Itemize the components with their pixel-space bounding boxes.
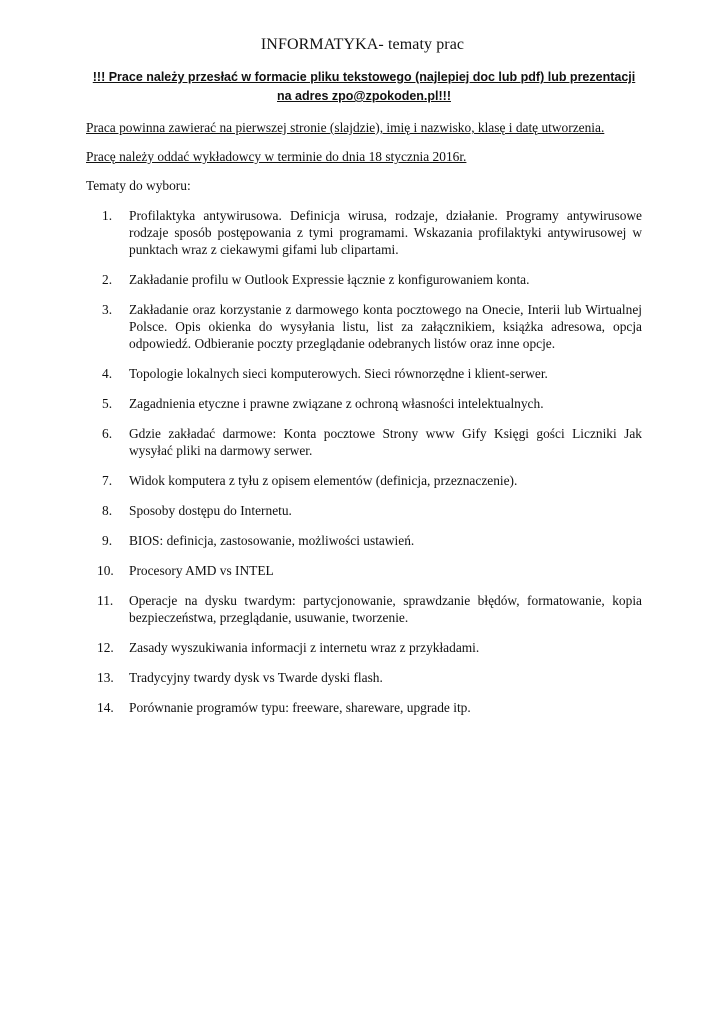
page-title-rest: - tematy prac: [378, 36, 465, 53]
topic-text: Zakładanie oraz korzystanie z darmowego konta pocztowego na Onecie, Interii lub Wirtualnej Polsce. Opis okienka do wysyłania listu, list za załącznikiem, książka adresowa, opcja odpowiedź. Odbieranie poczty przeglądanie odebranych listów oraz inne opcje.: [129, 302, 642, 351]
topic-number: 11.: [97, 593, 114, 608]
requirements-paragraph: Praca powinna zawierać na pierwszej stronie (slajdzie), imię i nazwisko, klasę i datę utworzenia.: [86, 120, 605, 135]
topic-text: Profilaktyka antywirusowa. Definicja wirusa, rodzaje, działanie. Programy antywirusowe rodzaje sposób postępowania z tymi programami. Wskazania profilaktyki antywirusowej w punktach wraz z ciekawymi gifami lub clipartami.: [129, 208, 642, 257]
topic-text: Porównanie programów typu: freeware, shareware, upgrade itp.: [129, 700, 471, 715]
topic-item: [86, 502, 642, 519]
topic-number: 1.: [102, 208, 113, 223]
topic-text: Zagadnienia etyczne i prawne związane z ochroną własności intelektualnych.: [129, 396, 544, 411]
topic-text: Widok komputera z tyłu z opisem elementów (definicja, przeznaczenie).: [129, 473, 518, 488]
topic-item: [86, 207, 642, 258]
topic-text: Zasady wyszukiwania informacji z internetu wraz z przykładami.: [129, 640, 480, 655]
topic-item: [86, 532, 642, 549]
topic-number: 6.: [102, 426, 113, 441]
topic-number: 4.: [102, 366, 113, 381]
topic-text: Topologie lokalnych sieci komputerowych. Sieci równorzędne i klient-serwer.: [129, 366, 548, 381]
topic-text: Sposoby dostępu do Internetu.: [129, 503, 292, 518]
topic-number: 3.: [102, 302, 113, 317]
topic-item: [86, 472, 642, 489]
topic-item: [86, 271, 642, 288]
topic-number: 5.: [102, 396, 113, 411]
topic-number: 13.: [97, 670, 114, 685]
topic-item: [86, 592, 642, 626]
topic-number: 14.: [97, 700, 114, 715]
topics-list: [86, 207, 642, 729]
topic-item: [86, 425, 642, 459]
topic-text: Zakładanie profilu w Outlook Expressie łącznie z konfigurowaniem konta.: [129, 272, 530, 287]
topic-text: BIOS: definicja, zastosowanie, możliwości ustawień.: [129, 533, 415, 548]
topics-heading: Tematy do wyboru:: [86, 178, 191, 193]
page-title-main: INFORMATYKA: [260, 36, 379, 53]
topic-item: [86, 562, 642, 579]
topic-item: [86, 639, 642, 656]
topic-item: [86, 365, 642, 382]
topic-number: 7.: [102, 473, 113, 488]
topic-number: 12.: [97, 640, 114, 655]
topic-text: Operacje na dysku twardym: partycjonowanie, sprawdzanie błędów, formatowanie, kopia bezpieczeństwa, przeglądanie, usuwanie, tworzenie.: [129, 593, 642, 625]
topic-item: [86, 669, 642, 686]
submission-notice: !!! Prace należy przesłać w formacie pliku tekstowego (najlepiej doc lub pdf) lub prezentacji na adres zpo@zpokoden.pl!!!: [92, 70, 636, 103]
topic-text: Tradycyjny twardy dysk vs Twarde dyski flash.: [129, 670, 383, 685]
topic-item: [86, 699, 642, 716]
topic-number: 8.: [102, 503, 113, 518]
topic-item: [86, 301, 642, 352]
deadline-paragraph: Pracę należy oddać wykładowcy w terminie do dnia 18 stycznia 2016r.: [86, 149, 467, 164]
topic-item: [86, 395, 642, 412]
page-title: [0, 36, 725, 54]
topic-number: 2.: [102, 272, 113, 287]
topic-number: 9.: [102, 533, 113, 548]
topic-number: 10.: [97, 563, 114, 578]
topic-text: Procesory AMD vs INTEL: [129, 563, 274, 578]
topic-text: Gdzie zakładać darmowe: Konta pocztowe Strony www Gify Księgi gości Liczniki Jak wysyłać pliki na darmowy serwer.: [129, 426, 642, 458]
